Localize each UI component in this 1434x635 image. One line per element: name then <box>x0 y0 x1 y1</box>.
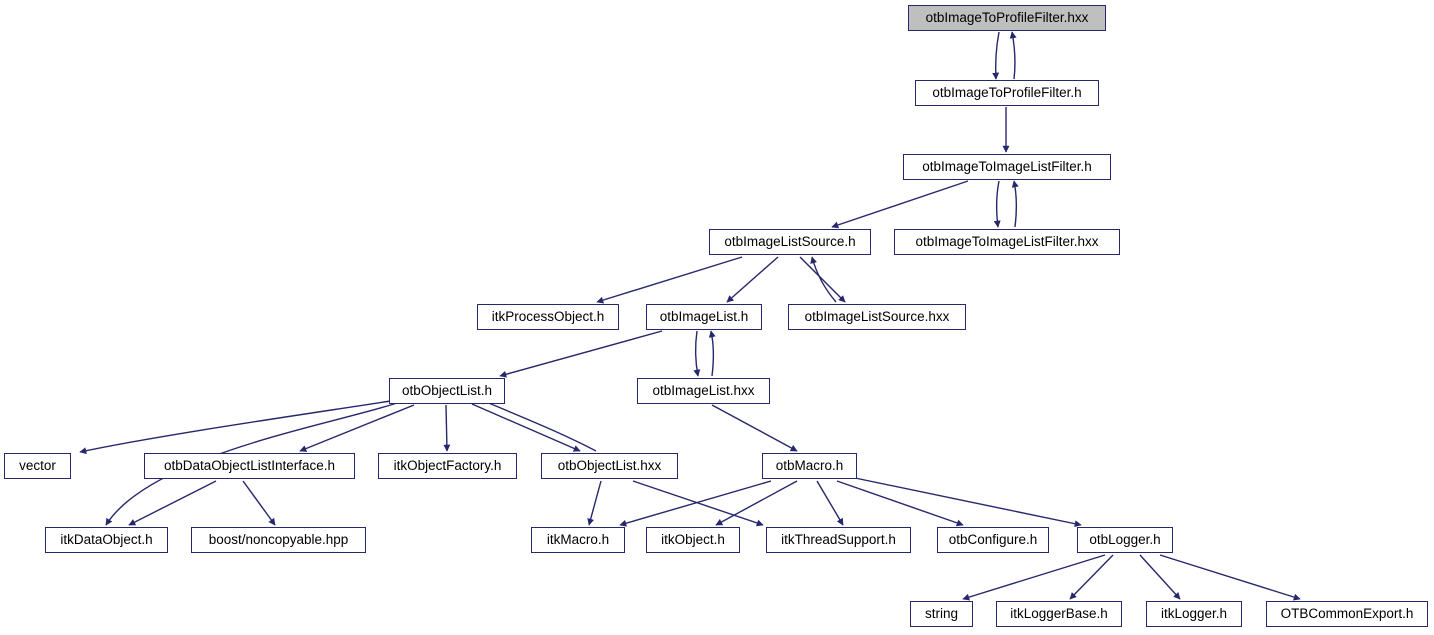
graph-node-otbLogger-h[interactable] <box>1077 527 1173 553</box>
node-label: itkMacro.h <box>546 532 610 548</box>
graph-node-itkMacro-h[interactable] <box>531 527 625 553</box>
node-label: otbConfigure.h <box>948 532 1038 548</box>
graph-node-otbImageToImageListFilter-hxx[interactable] <box>894 229 1120 255</box>
node-label: otbImageToProfileFilter.h <box>932 85 1082 101</box>
node-label: itkDataObject.h <box>60 532 153 548</box>
node-label: itkObject.h <box>661 532 725 548</box>
graph-node-otbImageToProfileFilter-h[interactable] <box>915 80 1099 106</box>
node-label: otbMacro.h <box>775 458 844 474</box>
graph-node-itkThreadSupport-h[interactable] <box>766 527 911 553</box>
node-label: itkObjectFactory.h <box>393 458 502 474</box>
node-label: otbImageList.hxx <box>652 383 755 399</box>
graph-node-otbImageToImageListFilter-h[interactable] <box>903 154 1111 180</box>
graph-node-itkProcessObject-h[interactable] <box>477 304 619 330</box>
node-label: vector <box>19 458 56 474</box>
node-label: string <box>924 606 958 622</box>
graph-node-otbImageList-hxx[interactable] <box>637 378 770 404</box>
graph-node-vector[interactable] <box>4 453 71 479</box>
node-label: otbImageToImageListFilter.hxx <box>915 234 1099 250</box>
graph-node-itkObjectFactory-h[interactable] <box>378 453 517 479</box>
node-label: boost/noncopyable.hpp <box>208 532 349 548</box>
graph-node-itkLogger-h[interactable] <box>1146 601 1242 627</box>
graph-node-otbImageList-h[interactable] <box>646 304 762 330</box>
graph-node-otbObjectList-h[interactable] <box>389 378 505 404</box>
graph-node-otbImageListSource-hxx[interactable] <box>788 304 966 330</box>
graph-node-itkObject-h[interactable] <box>646 527 740 553</box>
graph-node-otbDataObjectListInterface-h[interactable] <box>144 453 355 479</box>
graph-node-otbMacro-h[interactable] <box>762 453 857 479</box>
node-label: otbImageListSource.hxx <box>804 309 950 325</box>
node-label: otbObjectList.h <box>401 383 493 399</box>
node-label: otbDataObjectListInterface.h <box>163 458 336 474</box>
graph-node-otbImageToProfileFilter-hxx[interactable] <box>908 5 1106 31</box>
graph-node-string[interactable] <box>910 601 973 627</box>
graph-node-OTBCommonExport-h[interactable] <box>1266 601 1428 627</box>
node-label: otbLogger.h <box>1089 532 1161 548</box>
node-label: otbImageList.h <box>659 309 749 325</box>
node-label: otbImageToImageListFilter.h <box>922 159 1092 175</box>
graph-node-otbConfigure-h[interactable] <box>937 527 1049 553</box>
node-label: itkLogger.h <box>1160 606 1228 622</box>
node-label: otbImageListSource.h <box>724 234 856 250</box>
graph-node-boost-noncopyable-hpp[interactable] <box>191 527 366 553</box>
graph-node-itkLoggerBase-h[interactable] <box>996 601 1122 627</box>
node-label: otbImageToProfileFilter.hxx <box>925 10 1089 26</box>
node-label: OTBCommonExport.h <box>1280 606 1414 622</box>
node-label: otbObjectList.hxx <box>557 458 662 474</box>
graph-node-itkDataObject-h[interactable] <box>45 527 168 553</box>
graph-node-otbImageListSource-h[interactable] <box>709 229 871 255</box>
graph-node-otbObjectList-hxx[interactable] <box>541 453 678 479</box>
node-label: itkThreadSupport.h <box>781 532 896 548</box>
node-label: itkLoggerBase.h <box>1010 606 1108 622</box>
node-label: itkProcessObject.h <box>491 309 605 325</box>
